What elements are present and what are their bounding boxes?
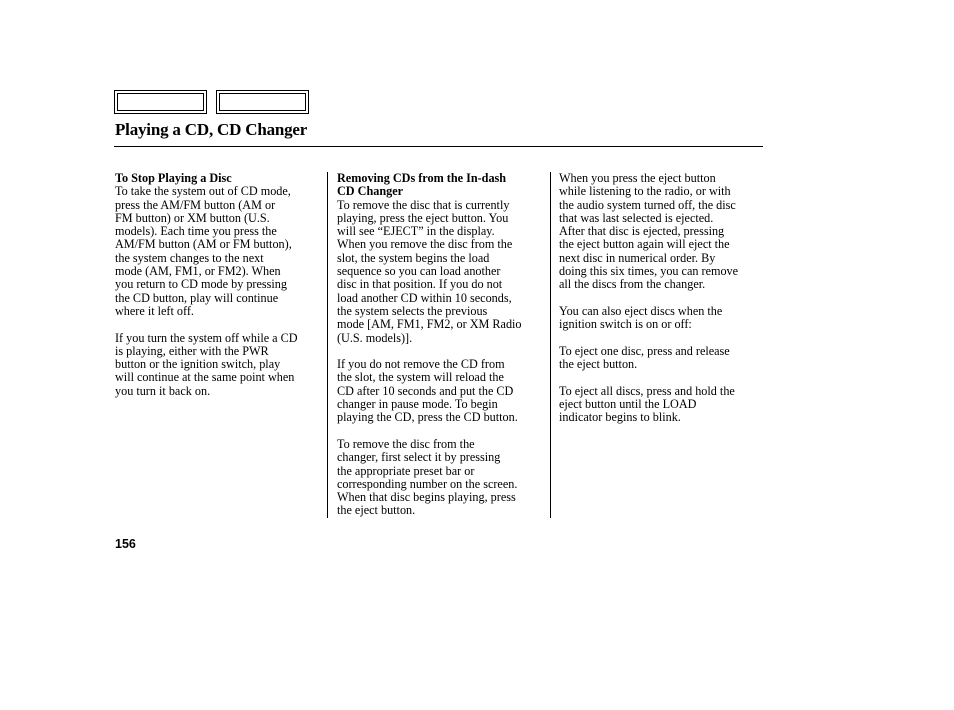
text-line: sequence so you can load another	[337, 264, 501, 279]
text-line: mode [AM, FM1, FM2, or XM Radio	[337, 317, 522, 332]
text-line: To eject all discs, press and hold the	[559, 383, 735, 398]
text-line: If you turn the system off while a CD	[115, 330, 298, 345]
text-line: To remove the disc from the	[337, 436, 475, 451]
text-line: will continue at the same point when	[115, 370, 295, 385]
text-line: the system selects the previous	[337, 303, 488, 318]
text-line: where it left off.	[115, 303, 194, 318]
text-line: you turn it back on.	[115, 383, 211, 398]
text-line: You can also eject discs when the	[559, 303, 723, 318]
text-line: the slot, the system will reload the	[337, 370, 504, 385]
paragraph	[337, 438, 547, 518]
text-line: next disc in numerical order. By	[559, 250, 716, 265]
text-line: all the discs from the changer.	[559, 277, 706, 292]
text-line: the eject button.	[559, 357, 638, 372]
text-line: the eject button.	[337, 503, 416, 518]
text-line: button or the ignition switch, play	[115, 357, 281, 372]
text-line: If you do not remove the CD from	[337, 357, 505, 372]
text-line: AM/FM button (AM or FM button),	[115, 237, 292, 252]
title-rule	[114, 146, 763, 147]
text-line: changer in pause mode. To begin	[337, 397, 498, 412]
paragraph	[559, 305, 764, 332]
text-line: slot, the system begins the load	[337, 250, 490, 265]
text-line: doing this six times, you can remove	[559, 264, 739, 279]
paragraph	[559, 385, 764, 425]
text-line: CD Changer	[337, 184, 404, 199]
nav-button-contents[interactable]	[114, 90, 207, 114]
page-number: 156	[115, 537, 136, 551]
text-line: Removing CDs from the In-dash	[337, 171, 507, 185]
text-line: After that disc is ejected, pressing	[559, 224, 725, 239]
text-line: the eject button again will eject the	[559, 237, 730, 252]
paragraph	[559, 172, 764, 292]
text-line: FM button) or XM button (U.S.	[115, 210, 270, 225]
text-line: while listening to the radio, or with	[559, 184, 731, 199]
text-line: corresponding number on the screen.	[337, 476, 518, 491]
text-line: (U.S. models)].	[337, 330, 413, 345]
text-line: playing, press the eject button. You	[337, 210, 509, 225]
text-line: will see “EJECT” in the display.	[337, 224, 495, 239]
text-line: changer, first select it by pressing	[337, 450, 501, 465]
text-line: the appropriate preset bar or	[337, 463, 475, 478]
paragraph	[337, 199, 547, 345]
text-line: When you press the eject button	[559, 171, 716, 185]
paragraph	[115, 332, 320, 398]
text-line: eject button until the LOAD	[559, 397, 697, 412]
column-1	[115, 172, 320, 398]
text-line: press the AM/FM button (AM or	[115, 197, 276, 212]
section-heading-stop-playing: To Stop Playing a Disc	[115, 171, 232, 185]
section-heading-removing-cds	[337, 172, 547, 199]
page-title: Playing a CD, CD Changer	[115, 120, 308, 139]
text-line: the CD button, play will continue	[115, 290, 279, 305]
column-divider	[550, 172, 551, 518]
text-line: ignition switch is on or off:	[559, 317, 692, 332]
text-line: is playing, either with the PWR	[115, 343, 269, 358]
text-line: To take the system out of CD mode,	[115, 184, 291, 199]
text-line: mode (AM, FM1, or FM2). When	[115, 264, 281, 279]
text-line: disc in that position. If you do not	[337, 277, 503, 292]
paragraph	[559, 345, 764, 372]
paragraph	[115, 185, 320, 318]
text-line: When you remove the disc from the	[337, 237, 513, 252]
text-line: To remove the disc that is currently	[337, 197, 510, 212]
paragraph	[337, 358, 547, 424]
nav-button-index[interactable]	[216, 90, 309, 114]
text-line: playing the CD, press the CD button.	[337, 410, 518, 425]
text-line: load another CD within 10 seconds,	[337, 290, 512, 305]
text-line: When that disc begins playing, press	[337, 490, 516, 505]
text-line: To eject one disc, press and release	[559, 343, 730, 358]
text-line: indicator begins to blink.	[559, 410, 681, 425]
column-divider	[327, 172, 328, 518]
text-line: that was last selected is ejected.	[559, 210, 714, 225]
column-3	[559, 172, 764, 425]
column-2	[337, 172, 547, 518]
text-line: the audio system turned off, the disc	[559, 197, 736, 212]
text-line: CD after 10 seconds and put the CD	[337, 383, 514, 398]
text-line: the system changes to the next	[115, 250, 264, 265]
text-line: models). Each time you press the	[115, 224, 277, 239]
text-line: you return to CD mode by pressing	[115, 277, 287, 292]
